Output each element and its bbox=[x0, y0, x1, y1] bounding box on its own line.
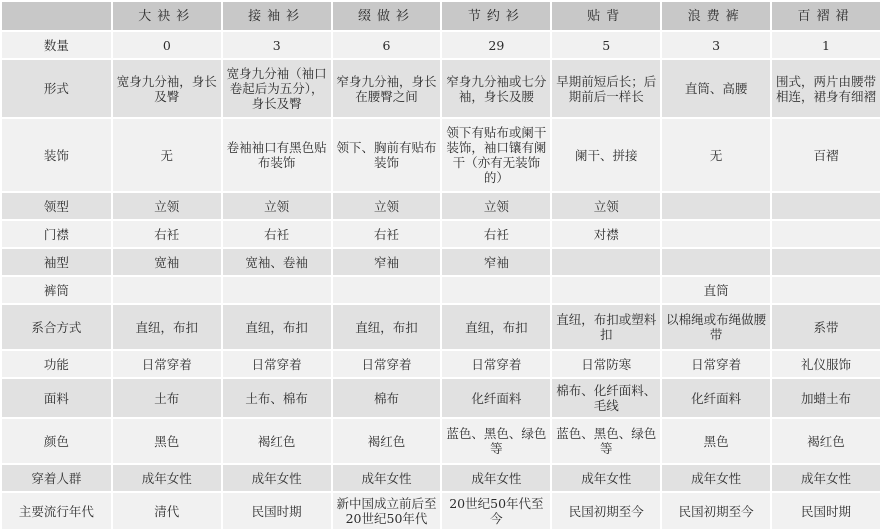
table-cell: 成年女性 bbox=[113, 465, 221, 491]
table-cell: 成年女性 bbox=[223, 465, 331, 491]
table-cell: 褐红色 bbox=[772, 419, 880, 463]
table-row bbox=[2, 351, 880, 377]
table-cell: 窄袖 bbox=[333, 249, 441, 275]
table-row bbox=[2, 379, 880, 417]
table-cell: 民国时期 bbox=[772, 493, 880, 529]
corner-cell bbox=[2, 2, 111, 30]
table-cell: 3 bbox=[223, 32, 331, 58]
table-cell: 棉布、化纤面料、毛线 bbox=[552, 379, 660, 417]
table-cell: 右衽 bbox=[113, 221, 221, 247]
column-header-zhuizuoshan: 缀做衫 bbox=[333, 2, 441, 30]
table-cell: 成年女性 bbox=[662, 465, 770, 491]
table-row bbox=[2, 193, 880, 219]
row-header: 穿着人群 bbox=[2, 465, 111, 491]
table-row bbox=[2, 277, 880, 303]
table-cell: 0 bbox=[113, 32, 221, 58]
table-row bbox=[2, 419, 880, 463]
table-cell: 卷袖袖口有黑色贴布装饰 bbox=[223, 119, 331, 191]
header-row bbox=[2, 2, 880, 30]
table-row bbox=[2, 119, 880, 191]
table-cell: 直筒 bbox=[662, 277, 770, 303]
table-cell: 右衽 bbox=[442, 221, 550, 247]
table-cell bbox=[772, 249, 880, 275]
table-cell: 民国初期至今 bbox=[552, 493, 660, 529]
column-header-baizhequn: 百褶裙 bbox=[772, 2, 880, 30]
table-cell: 化纤面料 bbox=[442, 379, 550, 417]
table-cell: 宽身九分袖（袖口卷起后为五分），身长及臀 bbox=[223, 60, 331, 117]
table-cell: 3 bbox=[662, 32, 770, 58]
table-cell: 直筒、高腰 bbox=[662, 60, 770, 117]
table-cell: 对襟 bbox=[552, 221, 660, 247]
table-row bbox=[2, 32, 880, 58]
table-cell bbox=[552, 277, 660, 303]
table-cell: 百褶 bbox=[772, 119, 880, 191]
column-header-jieyueshan: 节约衫 bbox=[442, 2, 550, 30]
table-cell: 右衽 bbox=[223, 221, 331, 247]
table-cell: 立领 bbox=[552, 193, 660, 219]
column-header-jiexiushan: 接袖衫 bbox=[223, 2, 331, 30]
table-cell: 窄身九分袖，身长在腰臀之间 bbox=[333, 60, 441, 117]
table-cell: 日常穿着 bbox=[333, 351, 441, 377]
table-cell: 成年女性 bbox=[552, 465, 660, 491]
table-cell: 蓝色、黑色、绿色等 bbox=[442, 419, 550, 463]
table-cell: 直纽，布扣 bbox=[113, 305, 221, 349]
table-cell: 化纤面料 bbox=[662, 379, 770, 417]
row-header: 形式 bbox=[2, 60, 111, 117]
table-cell: 直纽，布扣 bbox=[223, 305, 331, 349]
table-cell: 日常防寒 bbox=[552, 351, 660, 377]
row-header: 裤筒 bbox=[2, 277, 111, 303]
table-cell: 窄身九分袖或七分袖，身长及腰 bbox=[442, 60, 550, 117]
row-header: 功能 bbox=[2, 351, 111, 377]
row-header: 颜色 bbox=[2, 419, 111, 463]
table-cell: 右衽 bbox=[333, 221, 441, 247]
table-cell bbox=[113, 277, 221, 303]
table-cell: 褐红色 bbox=[223, 419, 331, 463]
table-cell: 29 bbox=[442, 32, 550, 58]
table-cell: 围式，两片由腰带相连，裙身有细褶 bbox=[772, 60, 880, 117]
table-cell: 直纽，布扣或塑料扣 bbox=[552, 305, 660, 349]
table-cell: 日常穿着 bbox=[223, 351, 331, 377]
table-cell: 领下有贴布或阑干装饰，袖口镶有阑干（亦有无装饰的） bbox=[442, 119, 550, 191]
table-cell bbox=[223, 277, 331, 303]
table-cell: 棉布 bbox=[333, 379, 441, 417]
table-cell: 日常穿着 bbox=[662, 351, 770, 377]
row-header: 主要流行年代 bbox=[2, 493, 111, 529]
table-cell: 窄袖 bbox=[442, 249, 550, 275]
table-cell: 1 bbox=[772, 32, 880, 58]
table-cell: 20世纪50年代至今 bbox=[442, 493, 550, 529]
table-row bbox=[2, 305, 880, 349]
table-row bbox=[2, 221, 880, 247]
table-cell: 无 bbox=[662, 119, 770, 191]
table-cell: 日常穿着 bbox=[113, 351, 221, 377]
table-cell: 黑色 bbox=[113, 419, 221, 463]
table-cell bbox=[662, 221, 770, 247]
table-cell: 礼仪服饰 bbox=[772, 351, 880, 377]
row-header: 面料 bbox=[2, 379, 111, 417]
table-cell: 阑干、拼接 bbox=[552, 119, 660, 191]
row-header: 领型 bbox=[2, 193, 111, 219]
table-cell: 蓝色、黑色、绿色等 bbox=[552, 419, 660, 463]
table-cell: 褐红色 bbox=[333, 419, 441, 463]
table-cell: 直纽，布扣 bbox=[442, 305, 550, 349]
table-cell: 土布、棉布 bbox=[223, 379, 331, 417]
table-cell: 立领 bbox=[442, 193, 550, 219]
column-header-tiebei: 贴背 bbox=[552, 2, 660, 30]
table-cell: 清代 bbox=[113, 493, 221, 529]
table-cell: 加蜡土布 bbox=[772, 379, 880, 417]
table-cell bbox=[333, 277, 441, 303]
row-header: 袖型 bbox=[2, 249, 111, 275]
table-cell: 立领 bbox=[333, 193, 441, 219]
table-cell: 领下、胸前有贴布装饰 bbox=[333, 119, 441, 191]
row-header: 数量 bbox=[2, 32, 111, 58]
table-cell: 成年女性 bbox=[333, 465, 441, 491]
table-cell bbox=[552, 249, 660, 275]
table-cell: 日常穿着 bbox=[442, 351, 550, 377]
row-header: 门襟 bbox=[2, 221, 111, 247]
table-row bbox=[2, 60, 880, 117]
table-cell: 黑色 bbox=[662, 419, 770, 463]
column-header-langfeiku: 浪费裤 bbox=[662, 2, 770, 30]
table-cell: 立领 bbox=[223, 193, 331, 219]
table-cell: 系带 bbox=[772, 305, 880, 349]
table-cell: 民国时期 bbox=[223, 493, 331, 529]
table-cell: 无 bbox=[113, 119, 221, 191]
table-row bbox=[2, 493, 880, 529]
table-cell: 宽袖 bbox=[113, 249, 221, 275]
table-cell: 土布 bbox=[113, 379, 221, 417]
table-cell bbox=[772, 221, 880, 247]
table-cell: 民国初期至今 bbox=[662, 493, 770, 529]
table-cell: 直纽，布扣 bbox=[333, 305, 441, 349]
table-cell bbox=[662, 249, 770, 275]
table-cell: 新中国成立前后至20世纪50年代 bbox=[333, 493, 441, 529]
table-cell bbox=[772, 193, 880, 219]
table-cell: 成年女性 bbox=[772, 465, 880, 491]
table-cell: 早期前短后长；后期前后一样长 bbox=[552, 60, 660, 117]
column-header-dameishan: 大袂衫 bbox=[113, 2, 221, 30]
table-cell: 宽袖、卷袖 bbox=[223, 249, 331, 275]
table-row bbox=[2, 465, 880, 491]
table-cell: 6 bbox=[333, 32, 441, 58]
table-cell: 以棉绳或布绳做腰带 bbox=[662, 305, 770, 349]
table-cell: 立领 bbox=[113, 193, 221, 219]
table-cell: 成年女性 bbox=[442, 465, 550, 491]
table-cell: 5 bbox=[552, 32, 660, 58]
row-header: 装饰 bbox=[2, 119, 111, 191]
row-header: 系合方式 bbox=[2, 305, 111, 349]
table-cell bbox=[442, 277, 550, 303]
table-cell: 宽身九分袖，身长及臀 bbox=[113, 60, 221, 117]
table-cell bbox=[772, 277, 880, 303]
table-row bbox=[2, 249, 880, 275]
table-cell bbox=[662, 193, 770, 219]
